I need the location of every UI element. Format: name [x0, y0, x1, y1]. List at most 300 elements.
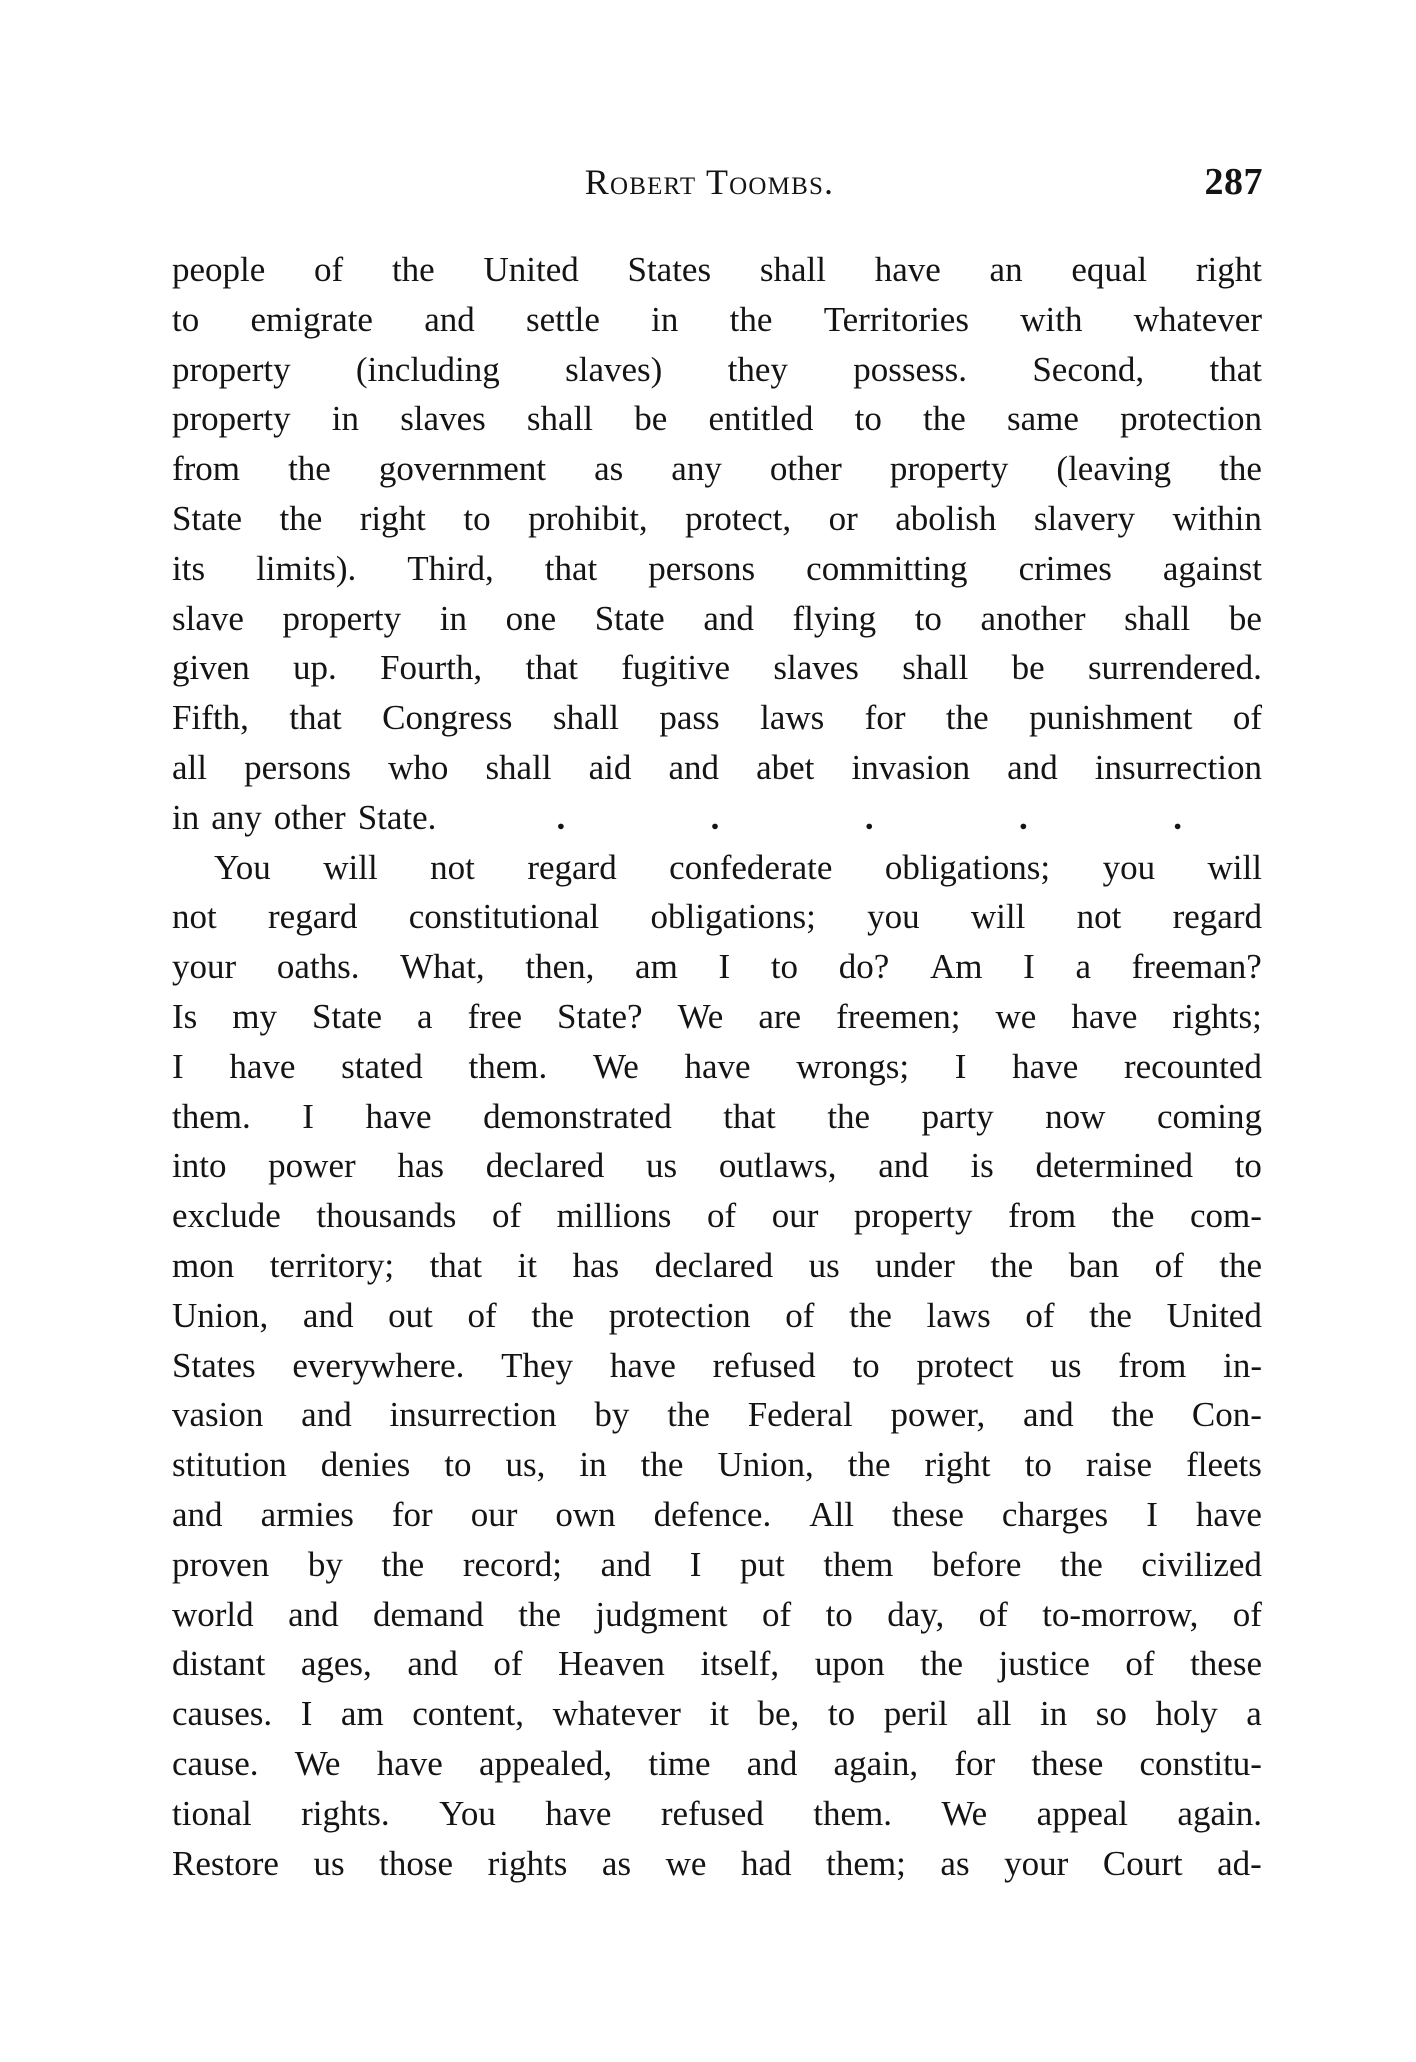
word: not [172, 897, 217, 937]
word: now [1045, 1096, 1106, 1136]
word: outlaws, [718, 1146, 837, 1186]
word: content, [412, 1694, 525, 1734]
word: that [723, 1096, 776, 1136]
word: as [940, 1843, 970, 1883]
word: shall [1124, 598, 1191, 638]
word: (leaving [1056, 449, 1172, 489]
word: to [914, 598, 942, 638]
word: us [808, 1245, 840, 1285]
word: the [923, 399, 966, 439]
word: persons [648, 548, 756, 588]
word: who [388, 747, 449, 787]
word: one [505, 598, 557, 638]
word: I [954, 1046, 967, 1086]
word: any [671, 449, 722, 489]
word: the [1089, 1295, 1132, 1335]
ellipsis [556, 793, 1262, 843]
word: Court [1102, 1843, 1183, 1883]
word: settle [526, 299, 600, 339]
word: emigrate [250, 299, 373, 339]
word: and [1007, 747, 1058, 787]
word: the [1219, 449, 1262, 489]
text-line [172, 394, 1262, 444]
word: Fourth, [380, 648, 483, 688]
word: the [849, 1295, 892, 1335]
word: to [825, 1594, 853, 1634]
word: for [954, 1743, 996, 1783]
word: You [439, 1793, 496, 1833]
running-head [172, 152, 1263, 212]
word: of [491, 1196, 522, 1236]
word: stitution [172, 1445, 287, 1485]
word: committing [806, 548, 968, 588]
word: in [1039, 1694, 1068, 1734]
word: shall [552, 698, 619, 738]
word: have [1071, 996, 1138, 1036]
word: them; [826, 1843, 906, 1883]
word: We [294, 1743, 341, 1783]
word: proven [172, 1544, 270, 1584]
word: State? [557, 996, 643, 1036]
word: am [635, 947, 678, 987]
word: tional [172, 1793, 252, 1833]
word: slavery [1033, 498, 1135, 538]
word: obligations; [650, 897, 816, 937]
word: civilized [1141, 1544, 1262, 1584]
word: Territories [823, 299, 969, 339]
word: insurrection [389, 1395, 557, 1435]
word: property [853, 1196, 973, 1236]
word: the [1111, 1196, 1155, 1236]
word: peril [883, 1694, 948, 1734]
word: a [1075, 947, 1091, 987]
word: given [172, 648, 250, 688]
word: and [600, 1544, 652, 1584]
text-line [172, 1042, 1262, 1092]
word: put [740, 1544, 785, 1584]
text-line [172, 1440, 1262, 1490]
word: flying [792, 598, 877, 638]
word: causes. [172, 1694, 273, 1734]
word: in [579, 1445, 607, 1485]
word: holy [1155, 1694, 1218, 1734]
body-text [172, 245, 1262, 1888]
word: I [1023, 947, 1035, 987]
word: Union, [717, 1445, 814, 1485]
word: them. [468, 1046, 548, 1086]
word: demand [373, 1594, 484, 1634]
word: within [1172, 498, 1262, 538]
word: to [1234, 1146, 1262, 1186]
word: government [378, 449, 547, 489]
word: your [172, 947, 237, 987]
word: the [827, 1096, 871, 1136]
word: in [172, 797, 200, 837]
word: the [847, 1445, 891, 1485]
word: slaves) [565, 349, 663, 389]
word: of [785, 1295, 815, 1335]
text-line [172, 1739, 1262, 1789]
word: thousands [316, 1196, 457, 1236]
word: distant [172, 1644, 266, 1684]
word: States [172, 1345, 256, 1385]
word: with [1020, 299, 1083, 339]
word: equal [1071, 250, 1148, 289]
word: shall [902, 648, 969, 688]
word: exclude [172, 1196, 281, 1236]
word: and [407, 1644, 458, 1684]
word: the [518, 1594, 561, 1634]
text-line [172, 743, 1262, 793]
word: to [852, 1345, 880, 1385]
word: us, [505, 1445, 546, 1485]
word: protection [608, 1295, 751, 1335]
word: a [1246, 1694, 1262, 1734]
word: and [668, 747, 720, 787]
word: these [1190, 1644, 1262, 1684]
word: judgment [595, 1594, 728, 1634]
word: you [1102, 847, 1156, 887]
word: Third, [407, 548, 494, 588]
word: laws [760, 698, 825, 738]
text-line [172, 1490, 1262, 1540]
word: them [823, 1544, 894, 1584]
word: be [1228, 598, 1262, 638]
word: protect, [685, 498, 792, 538]
word: refused [712, 1345, 816, 1385]
word: and [1023, 1395, 1074, 1435]
word: I [1146, 1494, 1158, 1534]
word: defence. [653, 1494, 772, 1534]
word: have [609, 1345, 676, 1385]
word: us [1050, 1345, 1082, 1385]
word: by [307, 1544, 343, 1584]
word: Second, [1032, 349, 1145, 389]
word: abolish [895, 498, 997, 538]
word: before [932, 1544, 1022, 1584]
word: our [771, 1196, 819, 1236]
word: vasion [172, 1395, 264, 1435]
word: constitutional [408, 897, 600, 937]
text-line [172, 892, 1262, 942]
word: in- [1223, 1345, 1262, 1385]
word: freeman? [1131, 947, 1262, 987]
word: again. [1177, 1793, 1262, 1833]
word: and [746, 1743, 798, 1783]
word: (including [355, 349, 500, 389]
word: right [924, 1445, 991, 1485]
word: property [172, 399, 291, 439]
word: fugitive [621, 648, 731, 688]
word: of [1154, 1245, 1184, 1285]
word: and [301, 1395, 352, 1435]
word: limits). [256, 548, 357, 588]
word: have [376, 1743, 443, 1783]
word: will [970, 897, 1026, 937]
word: a [417, 996, 433, 1036]
word: Am [929, 947, 983, 987]
word: had [741, 1843, 792, 1883]
word: people [172, 250, 266, 289]
word: regard [268, 897, 358, 937]
word: to [827, 1694, 856, 1734]
word: be [1011, 648, 1045, 688]
word: United [483, 250, 579, 289]
word: State [594, 598, 665, 638]
word: of [762, 1594, 792, 1634]
word: and [424, 299, 475, 339]
word: into [172, 1146, 227, 1186]
word: of [1232, 698, 1262, 738]
word: We [592, 1046, 639, 1086]
word: recounted [1123, 1046, 1262, 1086]
word: all [172, 747, 207, 787]
word: slaves [400, 399, 486, 439]
word: time [648, 1743, 711, 1783]
text-line [172, 693, 1262, 743]
word: we [995, 996, 1037, 1036]
text-line [172, 295, 1262, 345]
word: under [875, 1245, 955, 1285]
word: its [172, 548, 206, 588]
word: of [978, 1594, 1008, 1634]
ellipsis-dot: . [864, 797, 874, 837]
word: from [1008, 1196, 1077, 1236]
word: the [1219, 1245, 1262, 1285]
word: have [545, 1793, 612, 1833]
word: ad- [1217, 1843, 1262, 1883]
text-line [172, 1540, 1262, 1590]
word: right [359, 498, 426, 538]
word: com- [1190, 1196, 1262, 1236]
text-line [172, 1789, 1262, 1839]
text-line [172, 643, 1262, 693]
word: All [809, 1494, 854, 1534]
word: has [572, 1245, 620, 1285]
word: to [1024, 1445, 1052, 1485]
word: your [1004, 1843, 1069, 1883]
word: I [172, 1046, 184, 1086]
word: protect [916, 1345, 1014, 1385]
word: day, [887, 1594, 945, 1634]
word: own [555, 1494, 616, 1534]
word: have [229, 1046, 296, 1086]
word: the [1060, 1544, 1103, 1584]
word: be, [757, 1694, 800, 1734]
word: demonstrated [483, 1096, 672, 1136]
word: against [1162, 548, 1262, 588]
word: Federal [747, 1395, 853, 1435]
word: are [758, 996, 802, 1036]
word: to [444, 1445, 472, 1485]
text-line [172, 1839, 1262, 1889]
word: everywhere. [292, 1345, 465, 1385]
word: Con- [1191, 1395, 1262, 1435]
word: for [391, 1494, 433, 1534]
word: that [1209, 349, 1262, 389]
word: upon [814, 1644, 885, 1684]
word: that [429, 1245, 483, 1285]
word: They [501, 1345, 574, 1385]
text-line [172, 1241, 1262, 1291]
word: rights. [301, 1793, 390, 1833]
word: as [594, 449, 624, 489]
word: I [300, 1694, 313, 1734]
word: surrendered. [1087, 648, 1262, 688]
word: determined [1035, 1146, 1193, 1186]
word: I [302, 1096, 314, 1136]
word: I [718, 947, 731, 987]
text-line [172, 1141, 1262, 1191]
word: power [268, 1146, 356, 1186]
ellipsis-dot: . [1019, 797, 1028, 837]
word: punishment [1029, 698, 1193, 738]
word: to [854, 399, 882, 439]
word: we [665, 1843, 707, 1883]
word: us [645, 1146, 678, 1186]
text-line [172, 544, 1262, 594]
word: party [921, 1096, 994, 1136]
word: have [1195, 1494, 1262, 1534]
word: another [980, 598, 1086, 638]
word: the [279, 498, 323, 538]
word: declared [485, 1146, 605, 1186]
word: entitled [708, 399, 814, 439]
word: prohibit, [528, 498, 648, 538]
word: my [232, 996, 278, 1036]
text-line [172, 1092, 1262, 1142]
word: protection [1120, 399, 1262, 439]
word: the [288, 449, 331, 489]
word: world [172, 1594, 254, 1634]
word: insurrection [1094, 747, 1262, 787]
word: of [493, 1644, 523, 1684]
word: freemen; [836, 996, 961, 1036]
word: whatever [552, 1694, 681, 1734]
word: declared [654, 1245, 774, 1285]
word: regard [527, 847, 617, 887]
word: of [1125, 1644, 1155, 1684]
word: right [1195, 250, 1262, 289]
word: slaves [773, 648, 859, 688]
word: property [282, 598, 402, 638]
word: slave [172, 598, 244, 638]
text-line [172, 594, 1262, 644]
word: in [439, 598, 467, 638]
word: and [878, 1146, 929, 1186]
word: the [381, 1544, 425, 1584]
word: same [1006, 399, 1079, 439]
word: the [391, 250, 435, 289]
word: have [874, 250, 941, 289]
text-line [172, 1390, 1262, 1440]
word: in [331, 399, 359, 439]
word: them. [813, 1793, 892, 1833]
word: so [1095, 1694, 1127, 1734]
word: free [467, 996, 522, 1036]
word: will [1207, 847, 1262, 887]
word: of [1232, 1594, 1262, 1634]
word: has [397, 1146, 445, 1186]
word: of [1025, 1295, 1055, 1335]
word: We [677, 996, 724, 1036]
word: regard [1172, 897, 1262, 937]
word: the [945, 698, 989, 738]
word: again, [833, 1743, 919, 1783]
word: crimes [1018, 548, 1112, 588]
word: is [970, 1146, 994, 1186]
word: as [601, 1843, 632, 1883]
word: ages, [300, 1644, 372, 1684]
word: abet [756, 747, 815, 787]
word: appeal [1036, 1793, 1128, 1833]
word: Heaven [558, 1644, 665, 1684]
word: will [323, 847, 378, 887]
word: our [470, 1494, 518, 1534]
ellipsis-dot: . [1173, 797, 1182, 837]
word: property [172, 349, 291, 389]
word: coming [1156, 1096, 1262, 1136]
word: the [729, 299, 773, 339]
word: invasion [851, 747, 971, 787]
text-line [172, 1341, 1262, 1391]
word: any [211, 797, 262, 837]
word: of [314, 250, 344, 289]
word: the [990, 1245, 1034, 1285]
word: itself, [700, 1644, 780, 1684]
text-line [172, 793, 1262, 843]
word: Fifth, [172, 698, 249, 738]
word: the [667, 1395, 710, 1435]
word: State [312, 996, 383, 1036]
word: to [172, 299, 200, 339]
word: and [302, 1295, 354, 1335]
word: be [634, 399, 668, 439]
word: all [976, 1694, 1012, 1734]
word: not [430, 847, 475, 887]
word: stated [341, 1046, 423, 1086]
text-line [172, 494, 1262, 544]
word: refused [660, 1793, 764, 1833]
word: other [769, 449, 842, 489]
word: to-morrow, [1042, 1594, 1199, 1634]
word: from [172, 449, 241, 489]
word: am [340, 1694, 384, 1734]
word: an [989, 250, 1023, 289]
word: aid [588, 747, 632, 787]
word: do? [838, 947, 890, 987]
word: We [941, 1793, 988, 1833]
word: power, [890, 1395, 986, 1435]
word: whatever [1133, 299, 1262, 339]
text-line [172, 1590, 1262, 1640]
text-line [172, 992, 1262, 1042]
word: persons [244, 747, 351, 787]
word: up. [293, 648, 337, 688]
page-number: 287 [1204, 161, 1263, 203]
word: Congress [382, 698, 513, 738]
word: Restore [172, 1843, 279, 1883]
word: then, [525, 947, 595, 987]
word: for [864, 698, 906, 738]
word: confederate [669, 847, 833, 887]
word: cause. [172, 1743, 259, 1783]
word: property [889, 449, 1009, 489]
text-line [172, 444, 1262, 494]
word: the [640, 1445, 684, 1485]
word: appealed, [479, 1743, 613, 1783]
ellipsis-dot: . [556, 797, 566, 837]
